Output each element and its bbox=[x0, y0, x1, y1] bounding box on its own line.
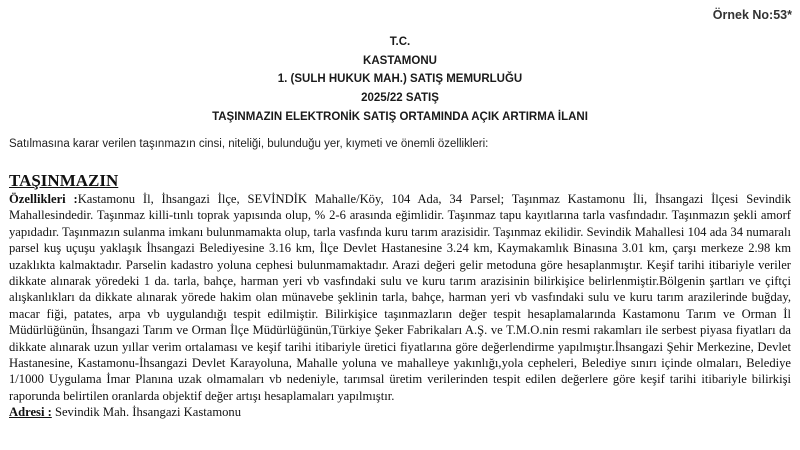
address-text: Sevindik Mah. İhsangazi Kastamonu bbox=[54, 405, 242, 420]
document-header bbox=[0, 33, 800, 107]
section-heading: TAŞINMAZIN bbox=[9, 171, 119, 190]
intro-text: Satılmasına karar verilen taşınmazın cinsi, niteliği, bulunduğu yer, kıymeti ve önemli özellikleri: bbox=[9, 138, 489, 150]
header-case-number: 2025/22 SATIŞ bbox=[361, 91, 439, 104]
header-office: 1. (SULH HUKUK MAH.) SATIŞ MEMURLUĞU bbox=[277, 73, 523, 85]
header-city: KASTAMONU bbox=[363, 54, 437, 67]
features-label: Özellikleri : bbox=[9, 192, 78, 206]
features-paragraph bbox=[9, 191, 791, 404]
features-text: Kastamonu İl, İhsangazi İlçe, SEVİNDİK Mahalle/Köy, 104 Ada, 34 Parsel; Taşınmaz Kastamonu İli, İhsangazi İlçesi Sevindik Mahallesindedir. Taşınmaz killi-tınlı toprak yapısında olup, % 2-6 arasında eğimlidir. Taşınmaz tapu kayıtlarına tarla vasfındadır. Taşınmazın şekli amorf yapıdadır. Taşınmazın sulanma imkanı bulunmamakta olup, tarla vasfında kuru tarım arazisidir. Taşınmaz ekilidir. Sevindik Mahallesi 104 ada 34 numaralı parsel kuş uçuşu yaklaşık İhsangazi Belediyesine 3.16 km, İlçe Devlet Hastanesine 3.24 km, Kaymakamlık Binasına 3.01 km, çarşı merkeze 2.98 km uzaklıkta kalmaktadır. Parselin kadastro yoluna cephesi bulunmamaktadır. Arazi değeri gelir metoduna göre hesaplanmıştır. Keşif tarihi itibariyle veriler dikkate alınarak yöredeki 1 da. tarla, bahçe, harman yeri vb vasfındaki sulu ve kuru tarım arazisinin bilirkişice belirlenmiştir.Bölgenin şartları ve çiftçi alışkanlıkları da dikkate alınarak yörede hakim olan münavebe şeklinin tarla, bahçe, harman yeri vb vasfındaki sulu ve kuru tarım arazilerinde buğday, macar fiği, patates, arpa vb uygulandığı tespit edilmiştir. Bilirkişice taşınmazların değer tespit hesaplamalarında Kastamonu Tarım ve Orman İl Müdürlüğünün, İhsangazi Tarım ve Orman İlçe Müdürlüğünün,Türkiye Şeker Fabrikaları A.Ş. ve T.M.O.nin resmi rakamları ile serbest piyasa fiyatları da dikkate alınarak uzun yıllar verim ortalaması ve keşif tarihi itibariyle üretici fiyatlarına göre değerlendirme yapılmıştır.İhsangazi Şehir Merkezine, Devlet Hastanesine, Kastamonu-İhsangazi Devlet Karayoluna, Mahalle yoluna ve mahalleye yakınlığı,yola cepheleri, Belediye sınırı içinde olmaları, Belediye 1/1000 Uygulama İmar Planına uzak olmamaları vb nedeniyle, tarımsal üretim verilerinden tespit edilen değerlere göre keşif tarihi itibariyle bilirkişi raporunda belirtilen oranlarda objektif değer artışı hesaplamaları yapılmıştır. bbox=[9, 192, 791, 403]
auction-title: TAŞINMAZIN ELEKTRONİK SATIŞ ORTAMINDA AÇIK ARTIRMA İLANI bbox=[212, 111, 588, 123]
address-paragraph bbox=[9, 404, 791, 420]
property-description bbox=[9, 191, 791, 421]
header-country: T.C. bbox=[389, 36, 411, 48]
address-label: Adresi : bbox=[9, 405, 52, 420]
sample-number: Örnek No:53* bbox=[712, 8, 792, 22]
